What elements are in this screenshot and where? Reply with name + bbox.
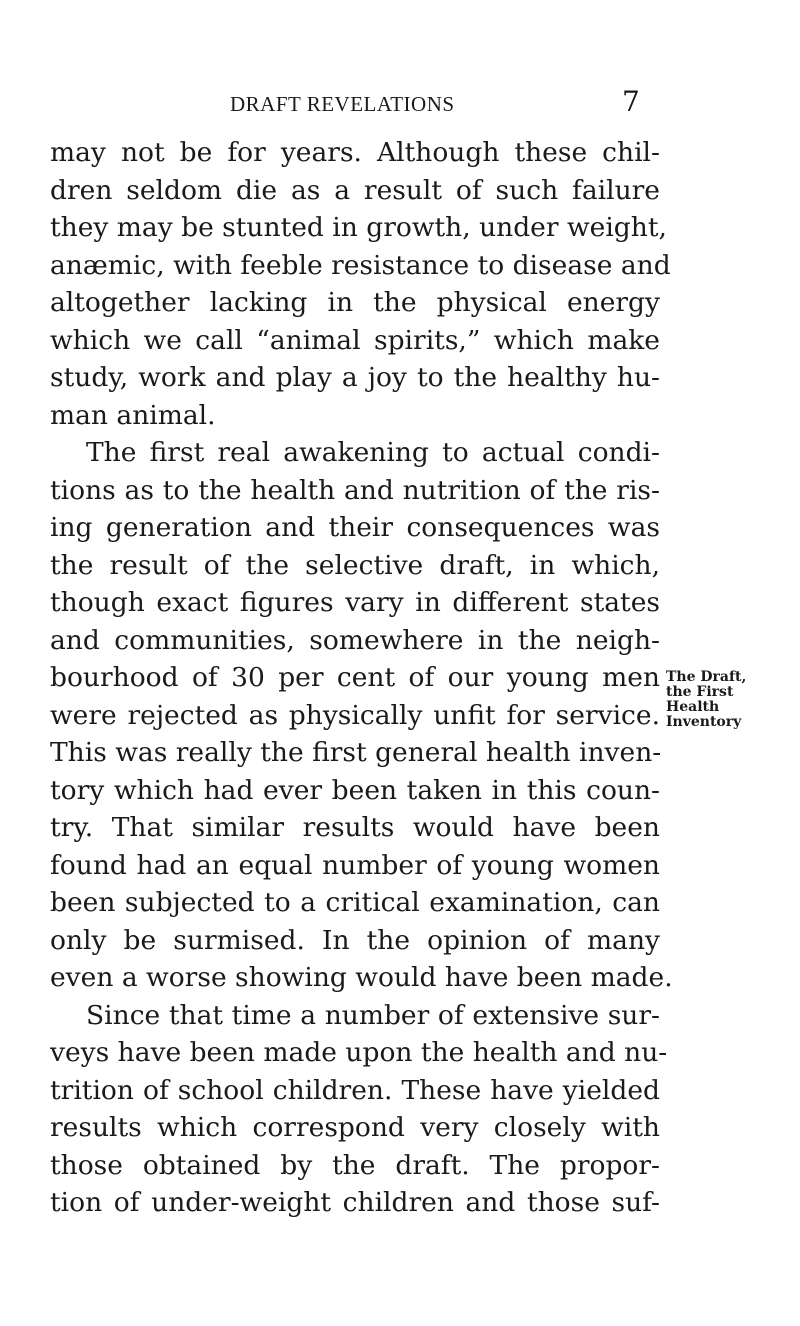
margin-note-line: The Draft, [666, 669, 747, 685]
text-line: even a worse showing would have been made. [50, 962, 673, 993]
text-line: the result of the selective draft, in which, [50, 549, 660, 581]
text-line: dren seldom die as a result of such failure [50, 174, 660, 206]
text-line: try. That similar results would have been [50, 812, 660, 843]
text-line: and communities, somewhere in the neigh- [50, 624, 660, 656]
text-line: Since that time a number of extensive sur- [86, 999, 660, 1031]
text-line: tory which had ever been taken in this coun- [50, 774, 660, 806]
text-line: tion of under-weight children and those suf- [50, 1187, 660, 1218]
margin-note-line: the First [666, 684, 734, 700]
text-line: they may be stunted in growth, under weight, [50, 212, 667, 243]
text-line: only be surmised. In the opinion of many [50, 924, 660, 956]
text-line: though exact figures vary in different states [50, 587, 660, 618]
text-line: results which correspond very closely with [50, 1112, 660, 1143]
text-line: which we call “animal spirits,” which make [50, 324, 660, 356]
text-line: tions as to the health and nutrition of the ris- [50, 474, 660, 506]
body-text [50, 134, 673, 1222]
margin-note-line: Health [666, 699, 720, 715]
running-head: DRAFT REVELATIONS [230, 92, 455, 116]
text-line: were rejected as physically unfit for service. [50, 699, 660, 731]
text-line: The first real awakening to actual condi- [86, 437, 660, 468]
text-line: This was really the first general health inven- [50, 737, 662, 768]
page-number: 7 [622, 85, 640, 118]
text-line: veys have been made upon the health and nu- [50, 1037, 668, 1068]
text-line: those obtained by the draft. The propor- [50, 1149, 660, 1181]
text-line: altogether lacking in the physical energy [50, 287, 660, 318]
text-line: ing generation and their consequences was [50, 512, 660, 543]
text-line: trition of school children. These have yielded [50, 1074, 660, 1106]
text-line: found had an equal number of young women [50, 849, 660, 881]
text-line: man animal. [50, 399, 216, 431]
margin-note-line: Inventory [666, 714, 742, 730]
margin-note [666, 670, 796, 730]
text-line: bourhood of 30 per cent of our young men [50, 662, 660, 693]
text-line: anæmic, with feeble resistance to disease and [50, 249, 671, 281]
text-line: may not be for years. Although these chil- [50, 137, 660, 168]
text-line: been subjected to a critical examination, can [50, 887, 660, 918]
text-line: study, work and play a joy to the healthy hu- [50, 362, 660, 393]
